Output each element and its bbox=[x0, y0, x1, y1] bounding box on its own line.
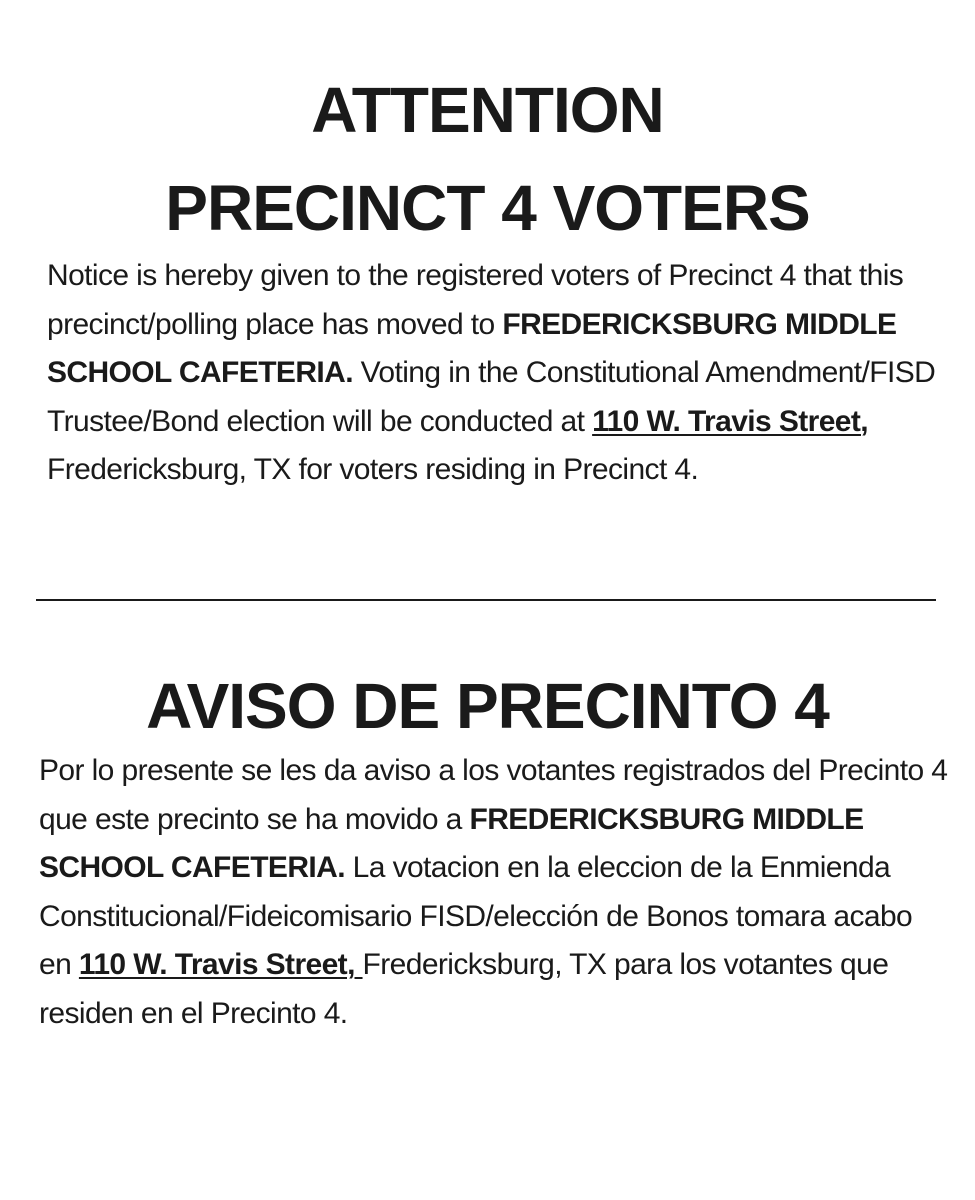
spanish-location: FREDERICKSBURG MIDDLE SCHOOL CAFETERIA. bbox=[39, 802, 864, 884]
spanish-address: 110 W. Travis Street, bbox=[78, 948, 363, 981]
english-text-3: Fredericksburg, TX for voters residing in Precinct 4. bbox=[47, 453, 699, 486]
spanish-title: AVISO DE PRECINTO 4 bbox=[146, 670, 829, 742]
spanish-text-3: Fredericksburg, TX para los votantes que residen en el Precinto 4. bbox=[39, 948, 889, 1030]
english-address: 110 W. Travis Street, bbox=[592, 404, 869, 438]
english-notice-paragraph bbox=[47, 252, 947, 495]
spanish-text-1: Por lo presente se les da aviso a los votantes registrados del Precinto 4 que este precinto se ha movido a bbox=[39, 754, 948, 836]
spanish-notice-paragraph bbox=[39, 747, 949, 1038]
english-text-1: Notice is hereby given to the registered voters of Precinct 4 that this precinct/polling place has moved to bbox=[47, 259, 904, 341]
english-text-2: Voting in the Constitutional Amendment/FISD Trustee/Bond election will be conducted at bbox=[47, 356, 936, 438]
english-location: FREDERICKSBURG MIDDLE SCHOOL CAFETERIA. bbox=[47, 307, 897, 389]
english-title-line-2: PRECINCT 4 VOTERS bbox=[165, 172, 810, 244]
spanish-text-2: La votacion en la eleccion de la Enmienda Constitucional/Fideicomisario FISD/elección de Bonos tomara acabo en bbox=[39, 851, 913, 981]
english-title-line-1: ATTENTION bbox=[311, 74, 664, 146]
section-divider bbox=[36, 599, 936, 601]
